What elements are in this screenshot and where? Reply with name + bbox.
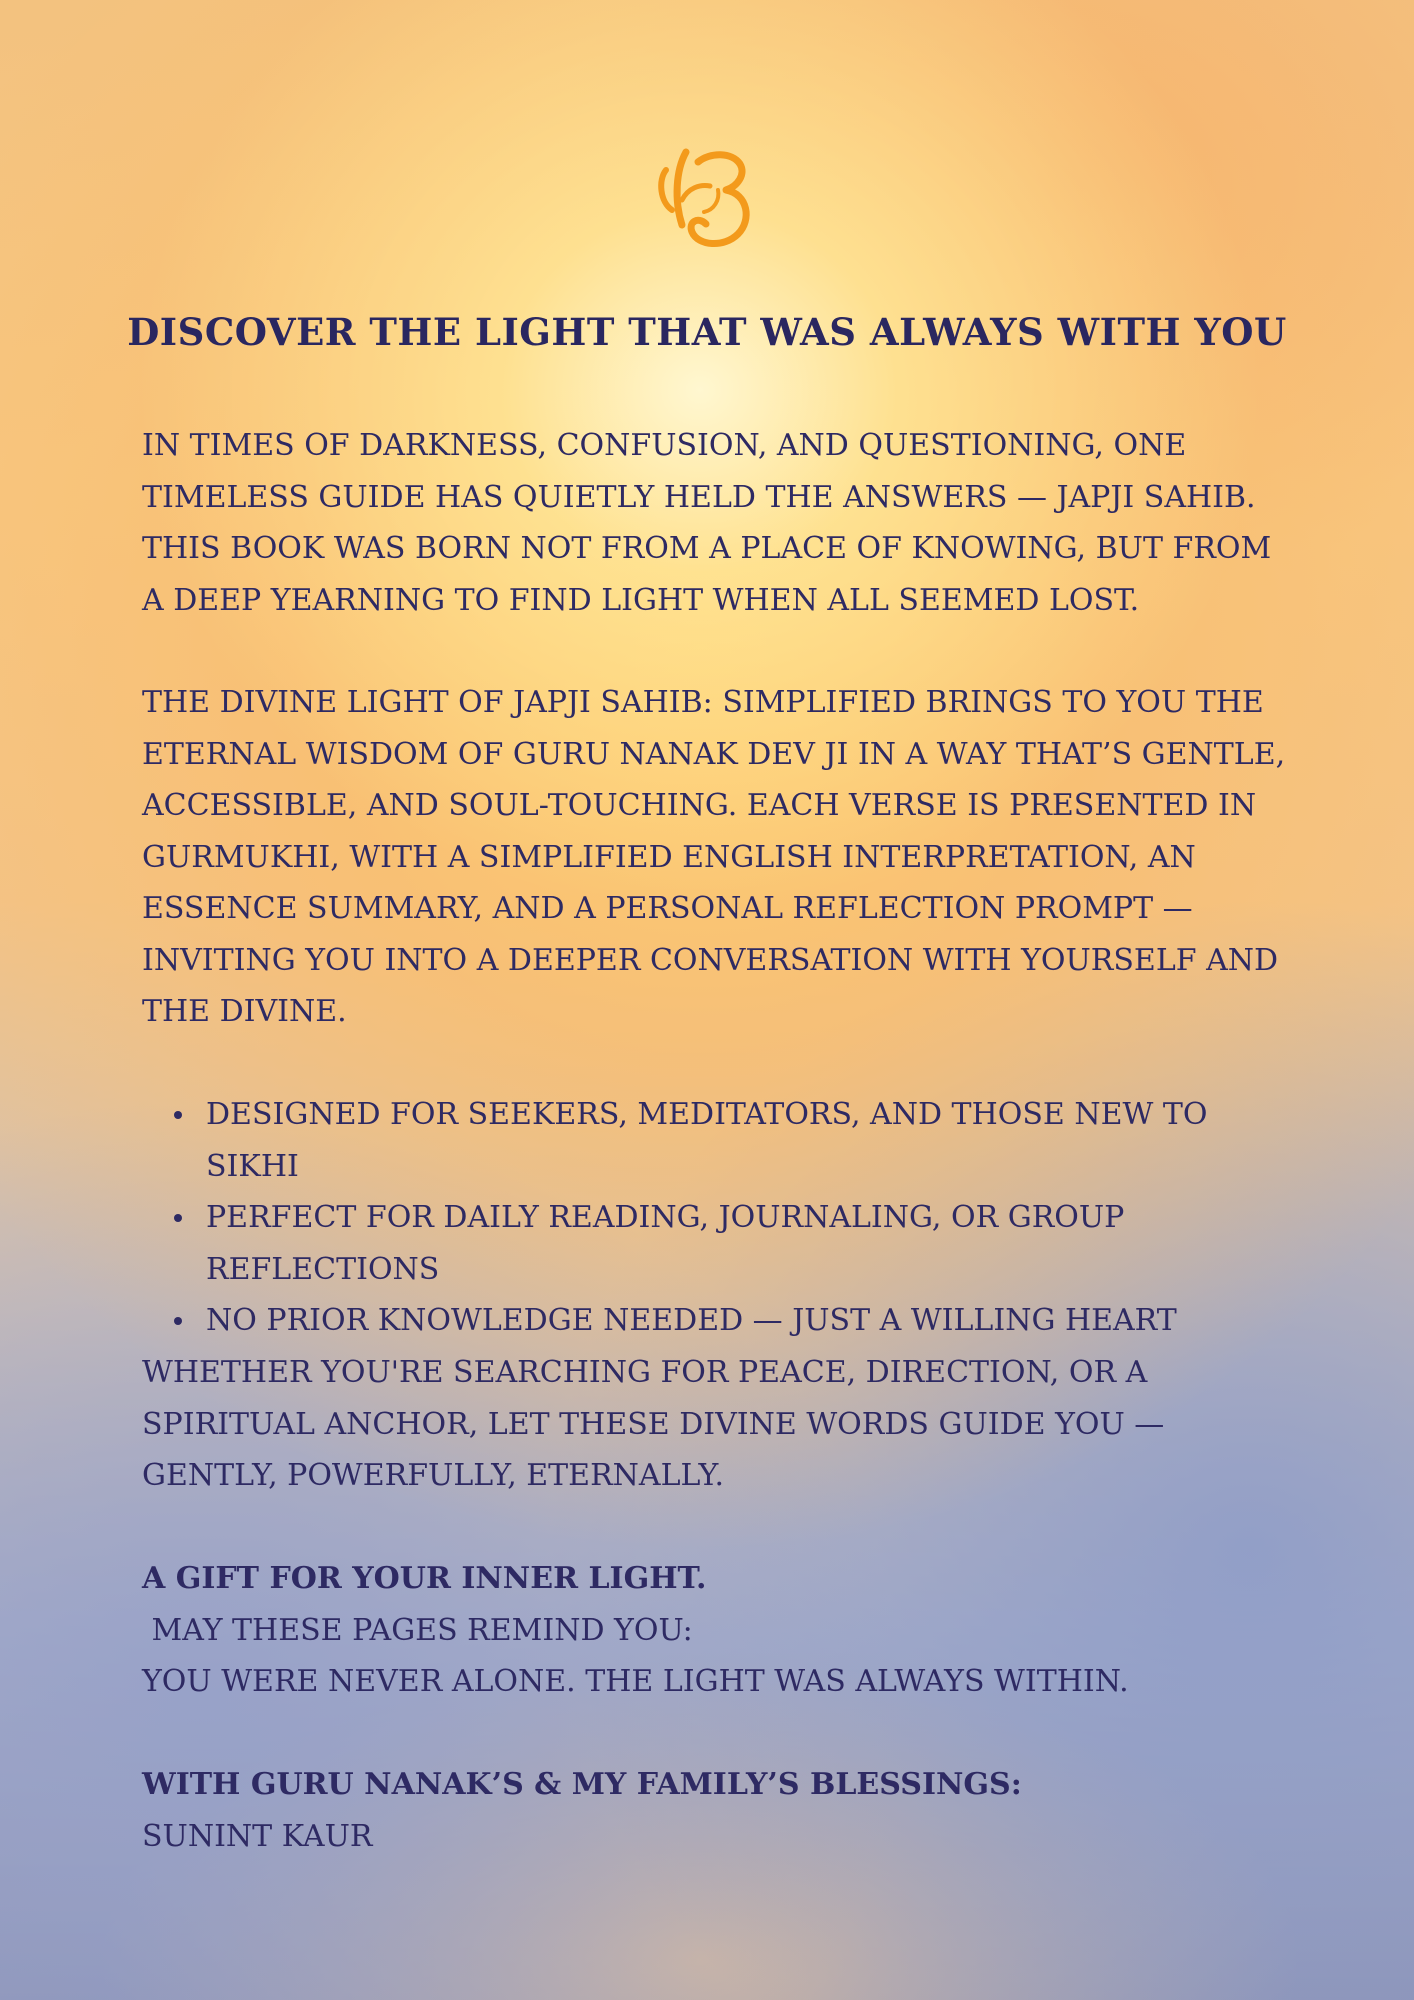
gift-line: MAY THESE PAGES REMIND YOU:: [142, 1612, 693, 1648]
feature-list: [142, 1089, 1292, 1347]
feature-list-item: PERFECT FOR DAILY READING, JOURNALING, OR GROUP REFLECTIONS: [142, 1192, 1292, 1295]
gift-line: YOU WERE NEVER ALONE. THE LIGHT WAS ALWAYS WITHIN.: [142, 1664, 1129, 1699]
blessing-section: [142, 1759, 1292, 1862]
gift-section: [142, 1553, 1292, 1708]
blessing-heading: WITH GURU NANAK’S & MY FAMILY’S BLESSINGS:: [142, 1767, 1022, 1802]
closing-paragraph: WHETHER YOU'RE SEARCHING FOR PEACE, DIRECTION, OR A SPIRITUAL ANCHOR, LET THESE DIVINE WORDS GUIDE YOU — GENTLY, POWERFULLY, ETERNALLY.: [142, 1355, 1165, 1493]
intro-paragraph: IN TIMES OF DARKNESS, CONFUSION, AND QUESTIONING, ONE TIMELESS GUIDE HAS QUIETLY HELD THE ANSWERS — JAPJI SAHIB. THIS BOOK WAS BORN NOT FROM A PLACE OF KNOWING, BUT FROM A DEEP YEARNING TO FIND LIGHT WHEN ALL SEEMED LOST.: [142, 428, 1272, 618]
description-paragraph: THE DIVINE LIGHT OF JAPJI SAHIB: SIMPLIFIED BRINGS TO YOU THE ETERNAL WISDOM OF GURU NANAK DEV JI IN A WAY THAT’S GENTLE, ACCESSIBLE, AND SOUL-TOUCHING. EACH VERSE IS PRESENTED IN GURMUKHI, WITH A SIMPLIFIED ENGLISH INTERPRETATION, AN ESSENCE SUMMARY, AND A PERSONAL REFLECTION PROMPT — INVITING YOU INTO A DEEPER CONVERSATION WITH YOURSELF AND THE DIVINE.: [142, 685, 1286, 1029]
author-name: SUNINT KAUR: [142, 1818, 373, 1854]
ik-onkar-icon: [652, 140, 762, 270]
page-title: DISCOVER THE LIGHT THAT WAS ALWAYS WITH YOU: [127, 310, 1287, 354]
feature-list-item: NO PRIOR KNOWLEDGE NEEDED — JUST A WILLING HEART: [142, 1295, 1292, 1347]
feature-list-item: DESIGNED FOR SEEKERS, MEDITATORS, AND THOSE NEW TO SIKHI: [142, 1089, 1292, 1192]
gift-heading: A GIFT FOR YOUR INNER LIGHT.: [142, 1561, 707, 1596]
